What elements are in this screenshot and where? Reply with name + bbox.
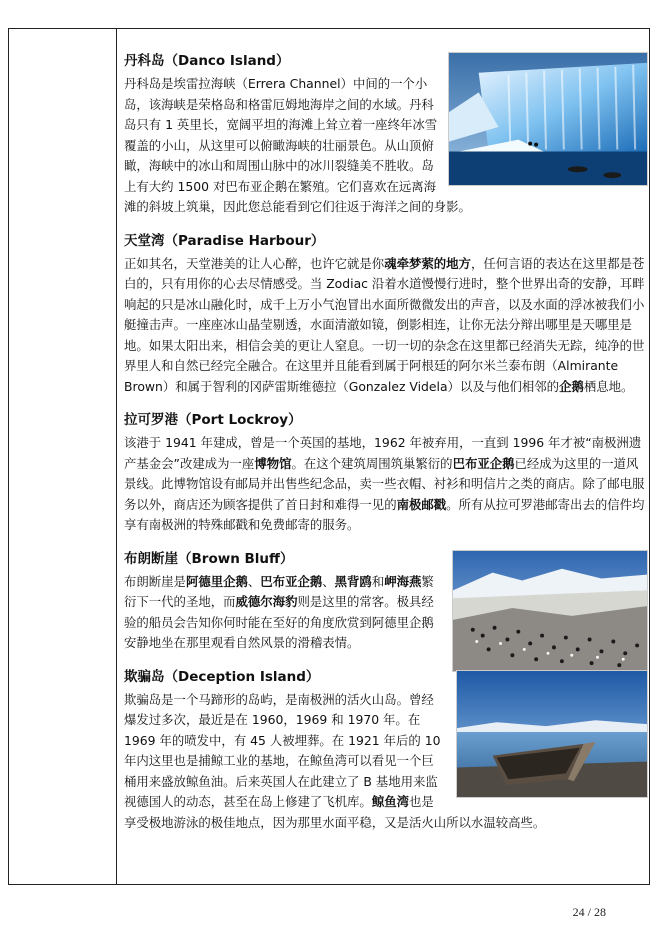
highlight-text: 巴布亚企鹅	[452, 455, 515, 471]
section-body	[124, 433, 648, 536]
highlight-text: 黑背鸥	[334, 573, 372, 589]
section-port-lockroy	[124, 411, 648, 536]
highlight-text: 巴布亚企鹅	[260, 573, 323, 589]
text-run: 正如其名，天堂港美的让人心醉，也许它就是你	[124, 255, 385, 271]
highlight-text: 魂牵梦萦的地方	[384, 255, 471, 271]
section-deception-island	[124, 668, 648, 834]
highlight-text: 鲸鱼湾	[371, 794, 409, 809]
section-brown-bluff	[124, 550, 648, 654]
section-title: 欺骗岛（Deception Island）	[124, 668, 320, 685]
text-run: 也是享受极地游泳的极佳地点，因为那里水面平稳，又是活火山所以水温较高些。	[124, 794, 546, 830]
content-column	[124, 52, 648, 847]
highlight-text: 岬海燕	[384, 573, 422, 589]
penguin-colony-photo	[452, 550, 648, 672]
highlight-text: 企鹅	[559, 378, 584, 394]
text-run: 。所有从拉可罗港邮寄出去的信件均享有南极洲的特殊邮戳和免费邮寄的服务。	[124, 496, 645, 532]
section-title: 布朗断崖（Brown Bluff）	[124, 550, 294, 567]
text-run: 已经成为这里的一道风景线。此博物馆设有邮局并出售些纪念品，卖一些衣帽、衬衫和明信片之类的商店。除了邮电服务以外，商店还为顾客提供了首日封和难得一见的	[124, 455, 645, 512]
text-run: 则是这里的常客。极具经验的船员会告知你何时能在至好的角度欣赏到阿德里企鹅安静地坐在那里观看自然风景的滑稽表情。	[124, 594, 434, 650]
highlight-text: 威德尔海豹	[235, 594, 298, 609]
column-divider	[116, 28, 117, 885]
text-run: 栖息地。	[583, 378, 634, 394]
text-run: 和	[371, 573, 385, 589]
highlight-text: 博物馆	[254, 455, 292, 471]
text-run: 、	[247, 573, 261, 589]
section-title: 拉可罗港（Port Lockroy）	[124, 412, 302, 428]
text-run: 、	[322, 573, 335, 589]
section-body: 丹科岛是埃雷拉海峡（Errera Channel）中间的一个小岛，该海峡是荣格岛和格雷厄姆地海岸之间的水域。丹科岛只有 1 英里长，宽阔平坦的海滩上耸立着一座终年冰雪覆盖的小山，从这里可以俯瞰海峡的壮丽景色。从山顶俯瞰，海峡中的冰山和周围山脉中的冰川裂缝美不胜收。岛上有大约 1500 对巴布亚企鹅在繁殖。它们喜欢在远离海滩的斜坡上筑巢，因此您总能看到它们往返于海洋之间的身影。	[124, 76, 471, 214]
text-run: 。在这个建筑周围筑巢繁衍的	[291, 455, 453, 471]
section-title: 天堂湾（Paradise Harbour）	[124, 232, 325, 249]
section-paradise-harbour	[124, 232, 648, 398]
section-danco-island	[124, 52, 648, 218]
text-run: 繁衍下一代的圣地，而	[124, 573, 434, 609]
shipwreck-boat-photo	[456, 670, 648, 798]
section-title: 丹科岛（Danco Island）	[124, 53, 290, 69]
text-run: 欺骗岛是一个马蹄形的岛屿，是南极洲的活火山岛。曾经爆发过多次，最近是在 1960，1969 和 1970 年。在 1969 年的喷发中，有 45 人被埋葬。在 1921 年后的 10 年内这里也是捕鲸工业的基地，在鲸鱼湾可以看见一个巨桶用来盛放鲸鱼油。后来英国人在此建立了 B 基地用来监视德国人的动态，甚至在岛上修建了飞机库。	[124, 691, 441, 809]
text-run: 布朗断崖是	[124, 573, 186, 589]
text-run: 该港于 1941 年建成，曾是一个英国的基地，1962 年被弃用，一直到 1996 年才被“南极洲遗产基金会”改建成为一座	[124, 435, 642, 471]
highlight-text: 阿德里企鹅	[185, 573, 248, 589]
highlight-text: 南极邮戳	[396, 496, 447, 512]
page-number: 24 / 28	[572, 905, 606, 919]
text-run: ，任何言语的表达在这里都是苍白的，只有用你的心去尽情感受。当 Zodiac 沿着水道慢慢行进时，整个世界出奇的安静，耳畔响起的只是冰山融化时，成千上万小气泡冒出水面所微微发出的声音，以及水面的浮冰被我们小艇撞击声。一座座冰山晶莹剔透，水面清澈如镜，倒影相连，让你无法分辩出哪里是天哪里是地。如果太阳出来，相信会美的更让人窒息。一切一切的杂念在这里都已经消失无踪，纯净的世界里人和自然已经完全融合。在这里并且能看到属于阿根廷的阿尔米兰泰布朗（Almirante Brown）和属于智利的冈萨雷斯维德拉（Gonzalez Videla）以及与他们相邻的	[124, 255, 645, 394]
iceberg-photo	[448, 52, 648, 186]
section-body	[124, 254, 648, 398]
